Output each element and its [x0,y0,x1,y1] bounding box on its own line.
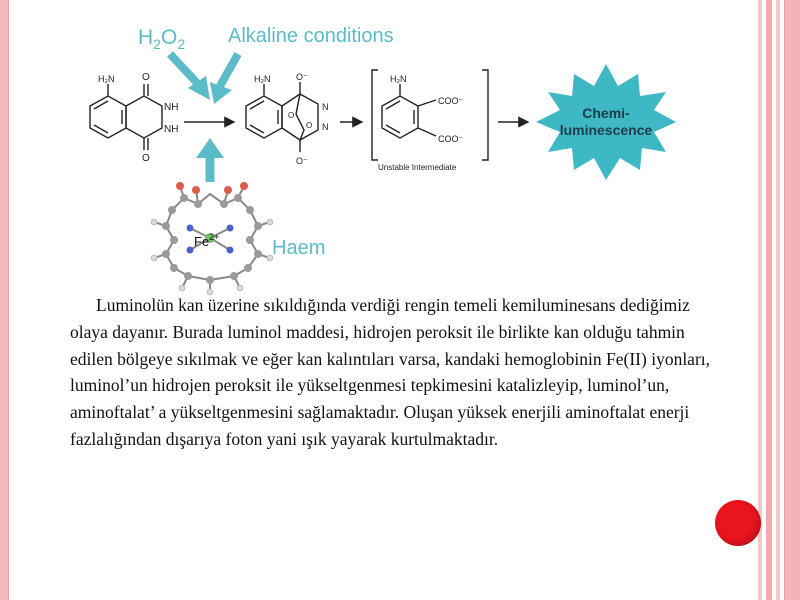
luminol-reaction-diagram [60,18,700,298]
right-stripe [776,0,780,600]
red-circle-decoration [715,500,761,546]
chemiluminescence-line1: Chemi- [582,105,630,121]
right-stripe [758,0,762,600]
unstable-intermediate-label: Unstable Intermediate [378,163,457,172]
intermediate-o-2: O [306,121,313,130]
luminol-nh-bottom: NH [164,124,179,135]
h2o2-label: $H_2O_2$ [138,26,186,52]
alkaline-arrow [210,54,238,104]
intermediate-n-2: N [322,122,329,132]
luminol-o-bottom: O [142,153,150,164]
intermediate-nh2: H₂N [254,74,271,84]
luminol-nh2: H₂N [98,74,115,84]
intermediate-o-minus-bottom: O⁻ [296,156,308,166]
luminol-molecule [90,84,162,150]
h2o2-arrow [170,54,210,100]
peroxide-intermediate-molecule [246,82,318,152]
fe-label: $Fe^{2+}$ [194,232,220,249]
right-stripe [766,0,772,600]
alkaline-conditions-label: Alkaline conditions [228,25,394,47]
body-paragraph: Luminolün kan üzerine sıkıldığında verdiği rengin temeli kemiluminesans dediğimiz olaya dayanır. Burada luminol maddesi, hidrojen peroksit ile birlikte kan olduğu tahmin edilen bölgeye sıkılmak ve eğer kan kalıntıları varsa, kandaki hemoglobinin Fe(II) iyonları, luminol’un hidrojen peroksit ile yükseltgenmesi tepkimesini katalizleyip, luminol’un, aminoftalat’ a yükseltgenmesini sağlamaktadır. Oluşan yüksek enerjili aminoftalat enerji fazlalığından dışarıya foton yani ışık yayarak kurtulmaktadır. [70,295,711,449]
left-border [0,0,9,600]
aminophthalate-coo-bottom: COO⁻ [438,134,464,144]
chemiluminescence-line2: luminescence [559,122,653,138]
luminol-o-top: O [142,72,150,83]
haem-arrow [196,138,224,182]
right-stripe [784,0,800,600]
haem-label: Haem [272,237,326,259]
luminol-nh-top: NH [164,102,179,113]
intermediate-o-1: O [288,111,295,120]
aminophthalate-coo-top: COO⁻ [438,96,464,106]
intermediate-o-minus-top: O⁻ [296,72,308,82]
aminophthalate-nh2: H₂N [390,74,407,84]
intermediate-n-1: N [322,102,329,112]
